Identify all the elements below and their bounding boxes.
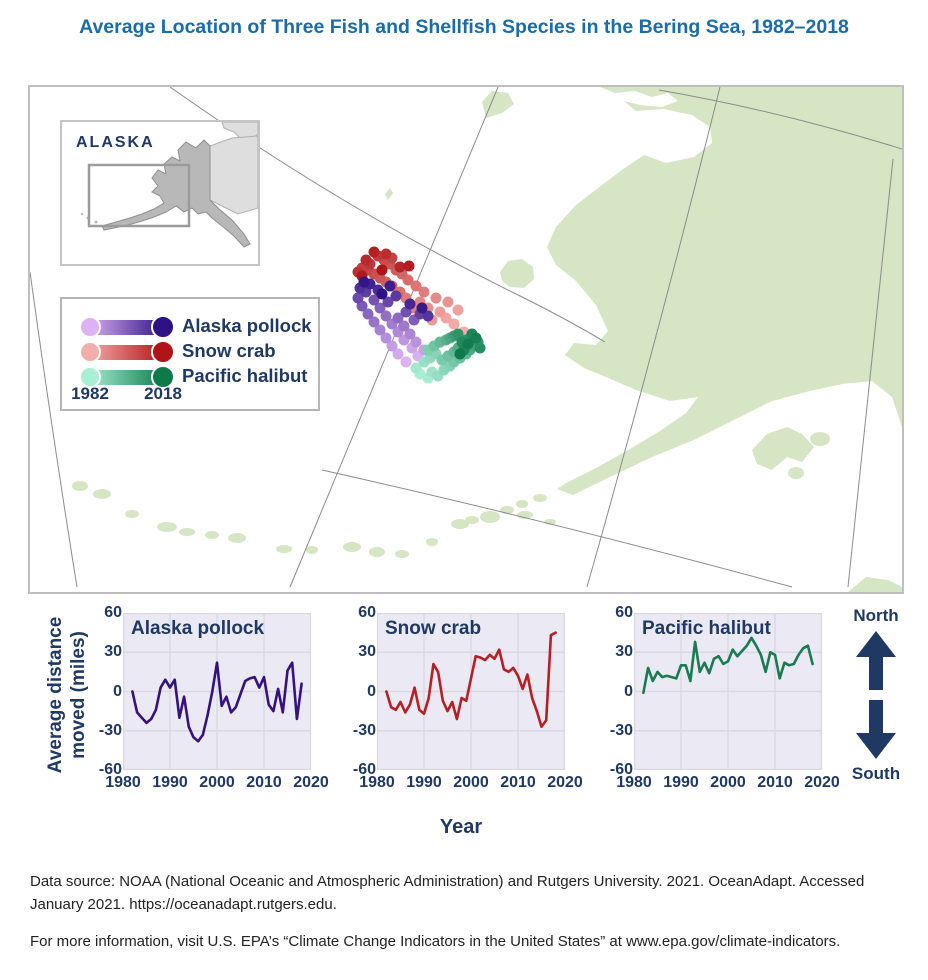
y-tick-label: 60: [358, 604, 376, 621]
scatter-point: [463, 339, 474, 350]
y-tick-label: 60: [615, 604, 633, 621]
x-tick-label: 2000: [199, 774, 235, 791]
x-tick-label: 2020: [547, 774, 583, 791]
y-tick-label: -60: [609, 761, 633, 778]
scatter-point: [359, 277, 370, 288]
scatter-point: [475, 343, 486, 354]
north-south-arrows-icon: [856, 631, 896, 759]
scatter-point: [431, 293, 442, 304]
scatter-point: [435, 307, 446, 318]
x-tick-label: 1980: [105, 774, 141, 791]
y-tick-label: 0: [624, 682, 633, 700]
chart-pacific-halibut: [609, 600, 849, 800]
x-tick-label: 2000: [453, 774, 489, 791]
legend-end-dot: [151, 340, 175, 364]
chart-title: Pacific halibut: [642, 618, 771, 639]
chart-title: Alaska pollock: [131, 618, 265, 639]
aleutian-islands: [72, 481, 556, 558]
legend-row: [62, 315, 318, 339]
y-tick-label: -30: [98, 721, 122, 739]
inset-title: ALASKA: [76, 134, 155, 151]
legend-end-year: 2018: [144, 384, 182, 403]
scatter-point: [377, 289, 388, 300]
scatter-point: [391, 291, 402, 302]
y-tick-label: -60: [352, 761, 376, 778]
alaska-inset: [60, 120, 260, 266]
data-source-text: Data source: NOAA (National Oceanic and Atmospheric Administration) and Rutgers University. 2021. OceanAdapt. Accessed January 2021. https://oceanadapt.rutgers.edu.: [30, 873, 865, 914]
scatter-point: [417, 303, 428, 314]
legend-row: [62, 340, 318, 364]
legend-end-dot: [151, 315, 175, 339]
legend-species-label: Pacific halibut: [182, 365, 308, 386]
page-title: Average Location of Three Fish and Shellfish Species in the Bering Sea, 1982–2018: [79, 16, 849, 38]
scatter-point: [443, 297, 454, 308]
south-label: South: [851, 764, 901, 783]
scatter-point: [361, 255, 372, 266]
map-legend: [60, 297, 320, 411]
corner-land: [848, 577, 902, 592]
scatter-point: [405, 299, 416, 310]
compass: [832, 606, 920, 784]
y-tick-label: -60: [98, 761, 122, 778]
x-tick-label: 2020: [293, 774, 329, 791]
scatter-point: [369, 247, 380, 258]
scatter-point: [401, 357, 412, 368]
x-tick-label: 2010: [757, 774, 793, 791]
x-tick-label: 1980: [616, 774, 652, 791]
scatter-point: [385, 281, 396, 292]
x-tick-label: 2020: [804, 774, 840, 791]
legend-species-label: Snow crab: [182, 340, 276, 361]
more-info-text: For more information, visit U.S. EPA’s “Climate Change Indicators in the United States” at www.epa.gov/climate-indicators.: [30, 933, 841, 950]
x-axis-label: Year: [439, 816, 483, 838]
scatter-point: [455, 349, 466, 360]
y-tick-label: -30: [609, 721, 633, 739]
species-scatter: [353, 247, 486, 384]
chart-alaska-pollock: [98, 600, 338, 800]
scatter-point: [453, 305, 464, 316]
scatter-point: [381, 249, 392, 260]
chart-snow-crab: [352, 600, 592, 800]
x-tick-label: 2010: [500, 774, 536, 791]
y-axis-label: Average distance moved (miles): [45, 616, 89, 774]
kodiak-island: [752, 427, 814, 470]
x-tick-label: 1990: [152, 774, 188, 791]
bering-sea-map: [28, 85, 904, 594]
north-label: North: [853, 606, 899, 625]
scatter-point: [377, 265, 388, 276]
alaska-mainland: [547, 87, 902, 495]
legend-species-label: Alaska pollock: [182, 315, 312, 336]
y-tick-label: 30: [615, 643, 633, 661]
x-tick-label: 1990: [406, 774, 442, 791]
x-tick-label: 1980: [359, 774, 395, 791]
x-tick-label: 2000: [710, 774, 746, 791]
y-tick-label: 60: [104, 604, 122, 621]
nunivak-island: [500, 259, 534, 288]
chart-title: Snow crab: [385, 618, 482, 639]
st-matthew-island: [385, 188, 393, 200]
y-tick-label: 0: [367, 682, 376, 700]
y-tick-label: 30: [358, 643, 376, 661]
y-tick-label: 0: [113, 682, 122, 700]
x-tick-label: 1990: [663, 774, 699, 791]
y-tick-label: 30: [104, 643, 122, 661]
scatter-point: [404, 261, 415, 272]
legend-start-dot: [79, 316, 101, 338]
legend-start-year: 1982: [71, 384, 109, 403]
x-tick-label: 2010: [246, 774, 282, 791]
y-tick-label: -30: [352, 721, 376, 739]
canada-shape: [210, 136, 258, 214]
legend-start-dot: [79, 341, 101, 363]
